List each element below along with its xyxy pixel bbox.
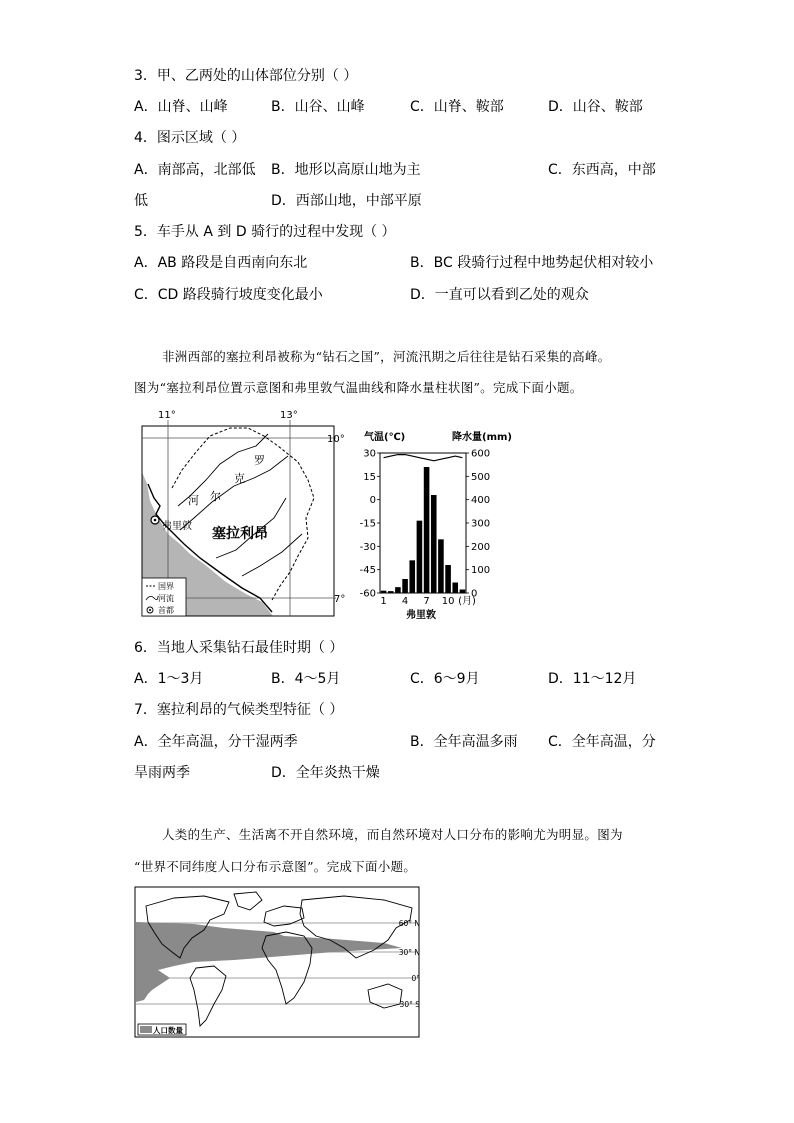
lon-label-right: 13°	[280, 410, 298, 421]
month-axis-label: (月)	[458, 596, 476, 607]
month-tick-label: 4	[401, 596, 409, 607]
q5-option-b: B．BC 段骑行过程中地势起伏相对较小	[410, 255, 654, 271]
temp-tick-label: -15	[359, 518, 376, 530]
temp-tick-label: 15	[363, 471, 376, 483]
precip-bar	[395, 587, 401, 593]
temp-tick-label: -30	[359, 541, 376, 553]
precip-tick-label: 200	[471, 541, 491, 553]
q4-stem: 4．图示区域（ ）	[134, 130, 246, 146]
river-char: 克	[234, 472, 245, 485]
population-legend-label: 人口数量	[153, 1026, 183, 1035]
capital-label: 弗里敦	[162, 521, 192, 532]
temp-tick-label: -60	[359, 588, 376, 600]
q3-option-d: D．山谷、鞍部	[548, 99, 643, 115]
precip-tick-label: 300	[471, 518, 491, 530]
q6-option-b: B．4～5月	[271, 671, 341, 687]
world-population-map	[134, 886, 420, 1038]
passage3-line2: “世界不同纬度人口分布示意图”。完成下面小题。	[134, 859, 417, 874]
river-char: 河	[188, 494, 199, 507]
chart-title: 弗里敦	[406, 610, 436, 621]
month-tick-label: 10	[441, 596, 455, 607]
legend-border-label: 国界	[158, 582, 174, 591]
q7-option-c-wrap: 旱雨两季	[134, 765, 190, 781]
sierra-leone-map	[138, 406, 346, 622]
lat-label-top: 10°	[327, 434, 345, 445]
precip-tick-label: 0	[471, 588, 478, 600]
precip-bar	[417, 521, 423, 593]
q5-option-c: C．CD 路段骑行坡度变化最小	[134, 287, 323, 303]
river-char: 尔	[210, 490, 221, 503]
precip-bar	[460, 590, 466, 594]
precip-bar	[445, 565, 451, 593]
precip-bar	[452, 583, 458, 594]
q6-option-d: D．11～12月	[548, 671, 637, 687]
q4-option-d: D．西部山地，中部平原	[271, 193, 422, 209]
precip-tick-label: 500	[471, 471, 491, 483]
temperature-line	[384, 455, 463, 461]
q4-option-a: A．南部高，北部低	[134, 162, 256, 178]
precip-bar	[388, 591, 394, 593]
q4-option-c: C．东西高，中部	[548, 162, 656, 178]
passage3-line1: 人类的生产、生活离不开自然环境，而自然环境对人口分布的影响尤为明显。图为	[162, 827, 623, 842]
precip-tick-label: 600	[471, 448, 491, 460]
legend-capital-label: 首都	[158, 606, 174, 615]
q6-option-c: C．6～9月	[410, 671, 480, 687]
temp-tick-label: 0	[369, 495, 376, 507]
q6-option-a: A．1～3月	[134, 671, 204, 687]
q4-option-c-wrap: 低	[134, 193, 148, 209]
q7-option-a: A．全年高温，分干湿两季	[134, 734, 298, 750]
precip-bar	[438, 539, 444, 593]
precip-bar	[402, 579, 408, 593]
legend-river-label: 河流	[158, 594, 174, 603]
passage2-line1: 非洲西部的塞拉利昂被称为“钻石之国”，河流汛期之后往往是钻石采集的高峰。	[162, 349, 611, 364]
q4-option-b: B．地形以高原山地为主	[271, 162, 421, 178]
q5-stem: 5．车手从 A 到 D 骑行的过程中发现（ ）	[134, 224, 396, 240]
q3-stem: 3．甲、乙两处的山体部位分别（ ）	[134, 68, 358, 84]
q3-option-a: A．山脊、山峰	[134, 99, 228, 115]
lat-label-30n: 30° N	[398, 948, 420, 957]
precip-bar	[381, 591, 387, 593]
country-label: 塞拉利昂	[212, 526, 268, 542]
river-char: 罗	[254, 454, 265, 467]
temp-tick-label: 30	[363, 448, 376, 460]
freetown-climate-chart	[348, 426, 512, 622]
temp-axis-title: 气温(℃)	[364, 432, 406, 443]
precip-bar	[424, 467, 430, 593]
temp-tick-label: -45	[359, 565, 376, 577]
lon-label-left: 11°	[158, 410, 176, 421]
month-tick-label: 7	[423, 596, 430, 607]
precip-tick-label: 100	[471, 565, 491, 577]
q7-stem: 7．塞拉利昂的气候类型特征（ ）	[134, 702, 344, 718]
precip-bar	[409, 560, 415, 593]
precip-axis-title: 降水量(mm)	[452, 432, 512, 443]
lat-label-0: 0°	[411, 974, 420, 983]
q5-option-a: A．AB 路段是自西南向东北	[134, 255, 308, 271]
q6-stem: 6．当地人采集钻石最佳时期（ ）	[134, 640, 344, 656]
precip-bar	[431, 495, 437, 593]
passage2-line2: 图为“塞拉利昂位置示意图和弗里敦气温曲线和降水量柱状图”。完成下面小题。	[134, 380, 583, 395]
lat-label-bottom: 7°	[334, 594, 346, 605]
plot-frame	[380, 453, 466, 593]
month-tick-label: 1	[380, 596, 387, 607]
lat-label-60n: 60° N	[398, 919, 420, 928]
precip-tick-label: 400	[471, 495, 491, 507]
river	[180, 456, 288, 530]
lat-label-30s: 30° S	[399, 1000, 420, 1009]
q3-option-c: C．山脊、鞍部	[410, 99, 504, 115]
q3-option-b: B．山谷、山峰	[271, 99, 365, 115]
q7-option-b: B．全年高温多雨	[410, 734, 518, 750]
q7-option-c: C．全年高温，分	[548, 734, 656, 750]
q5-option-d: D．一直可以看到乙处的观众	[410, 287, 589, 303]
q7-option-d: D．全年炎热干燥	[271, 765, 380, 781]
